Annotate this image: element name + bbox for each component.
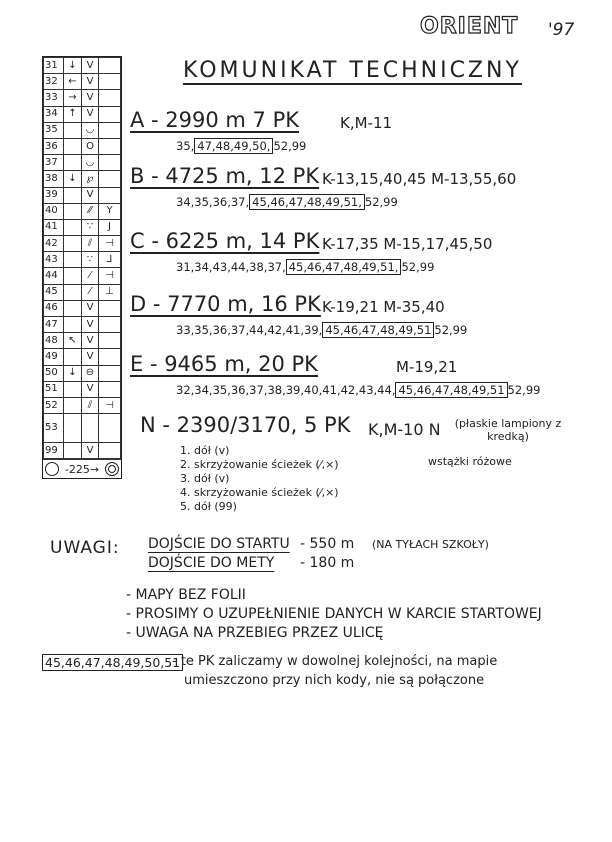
control-extra <box>99 187 121 203</box>
control-extra <box>99 443 121 459</box>
control-feature: O <box>82 138 99 154</box>
control-feature: V <box>82 317 99 333</box>
route-controls-pre: 34,35,36,37, <box>176 195 250 209</box>
route-n-step: 1. dół (v) <box>180 444 230 457</box>
control-number: 99 <box>44 443 64 459</box>
control-direction <box>64 122 82 138</box>
control-row <box>44 268 121 284</box>
control-extra <box>99 414 121 443</box>
logo: ORIENT <box>420 14 519 39</box>
control-direction: ↓ <box>64 365 82 381</box>
logo-year: '97 <box>548 20 575 40</box>
control-row <box>44 138 121 154</box>
route-b-controls <box>176 195 398 209</box>
route-controls-box: 47,48,49,50, <box>194 138 273 154</box>
route-controls-post: 52,99 <box>507 383 541 397</box>
control-row <box>44 236 121 252</box>
route-n-map-note: (płaskie lampiony z kredką) <box>454 417 562 443</box>
control-number: 36 <box>44 138 64 154</box>
control-direction <box>64 252 82 268</box>
control-extra <box>99 138 121 154</box>
common-controls-box: 45,46,47,48,49,50,51 <box>42 654 183 671</box>
route-controls-pre: 31,34,43,44,38,37, <box>176 260 286 274</box>
control-row <box>44 333 121 349</box>
control-extra: ⊣ <box>99 268 121 284</box>
control-number: 46 <box>44 300 64 316</box>
control-direction <box>64 349 82 365</box>
control-number: 32 <box>44 74 64 90</box>
control-feature: V <box>82 443 99 459</box>
control-extra: ⊣ <box>99 397 121 413</box>
route-d-head: D - 7770 m, 16 PK <box>130 292 321 316</box>
control-row <box>44 171 121 187</box>
control-extra: Y <box>99 203 121 219</box>
control-feature: V <box>82 90 99 106</box>
control-number: 38 <box>44 171 64 187</box>
control-direction <box>64 397 82 413</box>
control-row <box>44 219 121 235</box>
route-n-step: 4. skrzyżowanie ścieżek (⁄,×) <box>180 486 339 499</box>
control-direction: → <box>64 90 82 106</box>
control-extra <box>99 333 121 349</box>
control-number: 51 <box>44 381 64 397</box>
control-feature: V <box>82 187 99 203</box>
route-controls-pre: 33,35,36,37,44,42,41,39, <box>176 323 323 337</box>
control-row <box>44 122 121 138</box>
control-extra: ⊥ <box>99 284 121 300</box>
control-feature: V <box>82 58 99 74</box>
control-row <box>44 155 121 171</box>
control-extra <box>99 171 121 187</box>
control-row <box>44 397 121 413</box>
control-feature: V <box>82 349 99 365</box>
control-number: 41 <box>44 219 64 235</box>
common-controls-text-2: umieszczono przy nich kody, nie są połączone <box>184 673 485 688</box>
control-direction <box>64 268 82 284</box>
control-row <box>44 284 121 300</box>
route-controls-pre: 32,34,35,36,37,38,39,40,41,42,43,44, <box>176 383 396 397</box>
control-number: 31 <box>44 58 64 74</box>
control-extra <box>99 155 121 171</box>
control-row <box>44 349 121 365</box>
control-extra <box>99 74 121 90</box>
control-direction: ↓ <box>64 171 82 187</box>
route-e-map: M-19,21 <box>396 358 458 376</box>
control-number: 40 <box>44 203 64 219</box>
control-extra <box>99 122 121 138</box>
control-feature: V <box>82 381 99 397</box>
control-extra <box>99 106 121 122</box>
control-feature: ⁄ <box>82 268 99 284</box>
start-label: DOJŚCIE DO STARTU <box>148 536 290 552</box>
start-value: - 550 m <box>300 536 355 552</box>
route-e-controls <box>176 383 540 397</box>
route-a-controls <box>176 139 306 153</box>
finish-row <box>43 459 121 478</box>
control-feature: V <box>82 333 99 349</box>
route-d-map: K-19,21 M-35,40 <box>322 298 445 316</box>
control-extra: ⊣ <box>99 236 121 252</box>
control-number: 53 <box>44 414 64 443</box>
control-direction <box>64 155 82 171</box>
control-row <box>44 187 121 203</box>
control-direction <box>64 203 82 219</box>
control-direction: ↑ <box>64 106 82 122</box>
control-direction <box>64 381 82 397</box>
finish-distance: -225→ <box>64 462 100 476</box>
control-direction: ↖ <box>64 333 82 349</box>
control-feature: ⁄⁄ <box>82 203 99 219</box>
route-a-head: A - 2990 m 7 PK <box>130 108 300 132</box>
common-controls-text-1: - te PK zaliczamy w dowolnej kolejności, na mapie <box>172 654 498 669</box>
start-circle-icon <box>45 462 59 476</box>
control-extra: ⅃ <box>99 252 121 268</box>
control-feature: ∵ <box>82 252 99 268</box>
route-c-map: K-17,35 M-15,17,45,50 <box>322 235 493 253</box>
control-row <box>44 317 121 333</box>
page-title: KOMUNIKAT TECHNICZNY <box>183 58 522 83</box>
route-b-map: K-13,15,40,45 M-13,55,60 <box>322 170 517 188</box>
control-row <box>44 252 121 268</box>
control-number: 48 <box>44 333 64 349</box>
route-controls-box: 45,46,47,48,49,51, <box>286 259 402 275</box>
control-feature: ⊖ <box>82 365 99 381</box>
route-c-head: C - 6225 m, 14 PK <box>130 229 320 253</box>
control-row <box>44 365 121 381</box>
route-controls-pre: 35, <box>176 139 195 153</box>
route-n-step: 3. dół (v) <box>180 472 230 485</box>
control-number: 45 <box>44 284 64 300</box>
route-b-head: B - 4725 m, 12 PK <box>130 164 320 188</box>
control-extra <box>99 349 121 365</box>
control-extra <box>99 317 121 333</box>
control-direction <box>64 187 82 203</box>
control-feature: ◡ <box>82 155 99 171</box>
route-controls-box: 45,46,47,48,49,51 <box>395 382 507 398</box>
control-number: 43 <box>44 252 64 268</box>
control-row <box>44 414 121 443</box>
control-number: 37 <box>44 155 64 171</box>
control-extra <box>99 90 121 106</box>
control-direction: ↓ <box>64 58 82 74</box>
control-feature: V <box>82 106 99 122</box>
control-row <box>44 106 121 122</box>
control-number: 44 <box>44 268 64 284</box>
route-e-head: E - 9465 m, 20 PK <box>130 352 318 376</box>
control-row <box>44 74 121 90</box>
control-feature: V <box>82 74 99 90</box>
note-3: - UWAGA NA PRZEBIEG PRZEZ ULICĘ <box>126 625 384 641</box>
control-number: 52 <box>44 397 64 413</box>
route-controls-post: 52,99 <box>273 139 307 153</box>
control-feature: ⁄ <box>82 284 99 300</box>
route-controls-box: 45,46,47,48,49,51, <box>249 194 365 210</box>
note-2: - PROSIMY O UZUPEŁNIENIE DANYCH W KARCIE STARTOWEJ <box>126 606 542 622</box>
control-number: 34 <box>44 106 64 122</box>
control-feature: V <box>82 300 99 316</box>
finish-value: - 180 m <box>300 555 355 571</box>
control-row <box>44 58 121 74</box>
route-n-step: 2. skrzyżowanie ścieżek (⁄,×) <box>180 458 339 471</box>
control-direction <box>64 219 82 235</box>
finish-label: DOJŚCIE DO METY <box>148 555 275 571</box>
control-feature: ∵ <box>82 219 99 235</box>
control-row <box>44 300 121 316</box>
route-controls-post: 52,99 <box>364 195 398 209</box>
control-number: 50 <box>44 365 64 381</box>
control-row <box>44 90 121 106</box>
control-direction <box>64 300 82 316</box>
control-direction <box>64 317 82 333</box>
control-number: 49 <box>44 349 64 365</box>
note-1: - MAPY BEZ FOLII <box>126 587 246 603</box>
route-n-step: 5. dół (99) <box>180 500 237 513</box>
control-extra <box>99 300 121 316</box>
control-number: 33 <box>44 90 64 106</box>
route-n-map-note2: wstążki różowe <box>428 455 512 468</box>
route-n-map: K,M-10 N <box>368 420 441 439</box>
control-extra <box>99 365 121 381</box>
control-row <box>44 443 121 459</box>
route-d-controls <box>176 323 467 337</box>
route-controls-post: 52,99 <box>434 323 468 337</box>
uwagi-label: UWAGI: <box>50 538 120 558</box>
control-direction <box>64 138 82 154</box>
route-controls-post: 52,99 <box>401 260 435 274</box>
control-feature: ⫽ <box>82 397 99 413</box>
finish-circle-icon <box>105 462 119 476</box>
control-feature: ◡ <box>82 122 99 138</box>
control-feature <box>82 414 99 443</box>
route-n-head: N - 2390/3170, 5 PK <box>140 413 351 437</box>
control-row <box>44 381 121 397</box>
control-extra: J <box>99 219 121 235</box>
control-number: 39 <box>44 187 64 203</box>
control-description-table <box>42 56 122 479</box>
control-row <box>44 203 121 219</box>
control-direction <box>64 443 82 459</box>
control-feature: ⫽ <box>82 236 99 252</box>
route-c-controls <box>176 260 434 274</box>
control-extra <box>99 58 121 74</box>
control-direction <box>64 236 82 252</box>
route-controls-box: 45,46,47,48,49,51 <box>322 322 434 338</box>
control-feature: ℘ <box>82 171 99 187</box>
start-note: (NA TYŁACH SZKOŁY) <box>372 538 489 551</box>
control-direction <box>64 284 82 300</box>
control-number: 35 <box>44 122 64 138</box>
control-direction <box>64 414 82 443</box>
route-a-map: K,M-11 <box>340 114 393 132</box>
control-number: 42 <box>44 236 64 252</box>
control-number: 47 <box>44 317 64 333</box>
control-extra <box>99 381 121 397</box>
control-direction: ← <box>64 74 82 90</box>
